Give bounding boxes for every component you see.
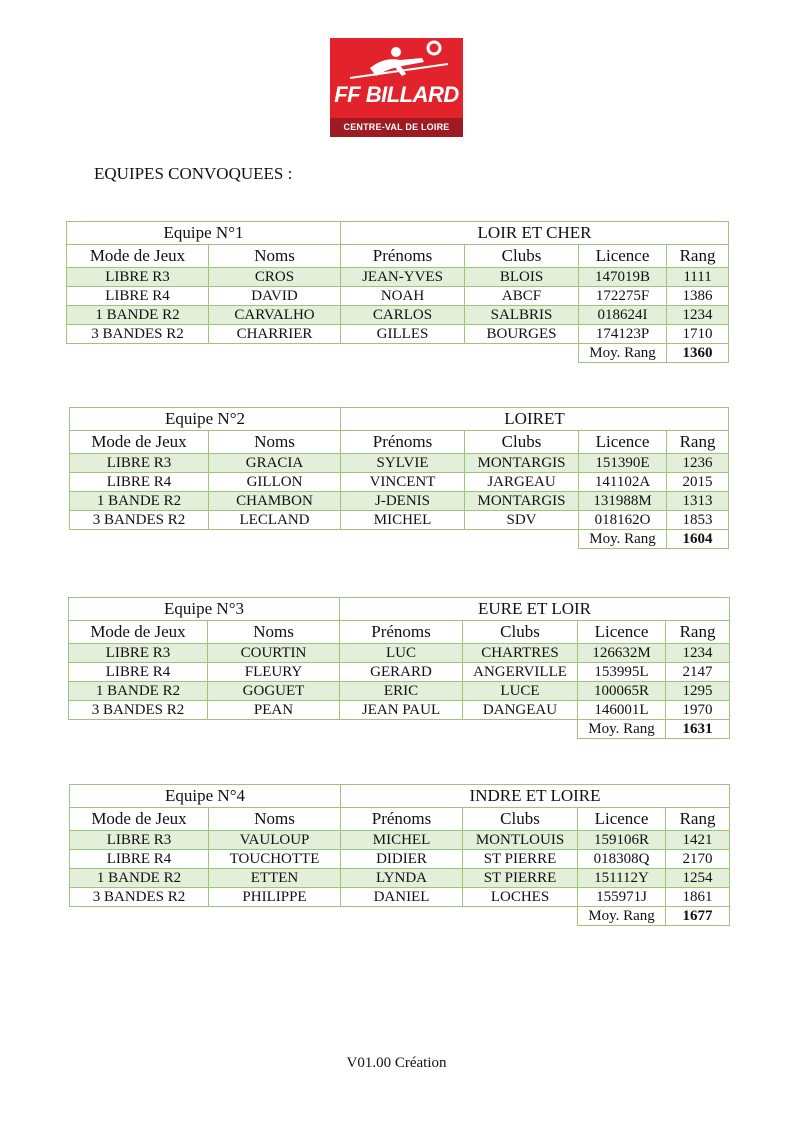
table-cell: ST PIERRE — [463, 869, 578, 888]
billiard-player-icon — [330, 38, 463, 88]
version-footer: V01.00 Création — [346, 1055, 447, 1071]
table-cell: 1111 — [667, 268, 729, 287]
table-cell: SALBRIS — [465, 306, 579, 325]
table-cell: LIBRE R4 — [70, 473, 209, 492]
team-region: LOIRET — [341, 408, 729, 431]
team-table — [66, 221, 729, 363]
table-cell: DAVID — [209, 287, 341, 306]
table-cell: LIBRE R4 — [67, 287, 209, 306]
spacer-cell — [70, 907, 578, 926]
table-cell: 1 BANDE R2 — [69, 682, 208, 701]
table-cell: LOCHES — [463, 888, 578, 907]
column-header: Mode de Jeux — [69, 621, 208, 644]
table-cell: 151112Y — [578, 869, 666, 888]
average-rank-value: 1604 — [667, 530, 729, 549]
table-cell: 1861 — [666, 888, 730, 907]
table-row — [69, 682, 730, 701]
table-cell: CHARTRES — [463, 644, 578, 663]
logo-name: FF BILLARD — [334, 82, 459, 107]
table-cell: LECLAND — [209, 511, 341, 530]
table-cell: 1 BANDE R2 — [70, 869, 209, 888]
table-cell: LYNDA — [341, 869, 463, 888]
column-header: Clubs — [465, 431, 579, 454]
table-cell: CHARRIER — [209, 325, 341, 344]
column-header: Mode de Jeux — [67, 245, 209, 268]
table-row — [69, 663, 730, 682]
column-header: Licence — [579, 245, 667, 268]
logo-region: CENTRE-VAL DE LOIRE — [330, 118, 463, 137]
table-cell: 1236 — [667, 454, 729, 473]
page-heading: EQUIPES CONVOQUEES : — [94, 164, 293, 183]
table-cell: DIDIER — [341, 850, 463, 869]
table-cell: MONTARGIS — [465, 454, 579, 473]
team-table-2 — [69, 407, 729, 549]
table-cell: 131988M — [579, 492, 667, 511]
team-region: INDRE ET LOIRE — [341, 785, 730, 808]
table-cell: 159106R — [578, 831, 666, 850]
average-rank-label: Moy. Rang — [578, 720, 666, 739]
table-cell: 1234 — [667, 306, 729, 325]
table-cell: 141102A — [579, 473, 667, 492]
table-cell: 1295 — [666, 682, 730, 701]
team-table-1 — [66, 221, 729, 363]
table-cell: BLOIS — [465, 268, 579, 287]
team-region: EURE ET LOIR — [340, 598, 730, 621]
column-header: Prénoms — [340, 621, 463, 644]
average-rank-label: Moy. Rang — [578, 907, 666, 926]
column-header: Prénoms — [341, 808, 463, 831]
table-cell: 2147 — [666, 663, 730, 682]
table-cell: 100065R — [578, 682, 666, 701]
average-rank-label: Moy. Rang — [579, 344, 667, 363]
table-row — [70, 454, 729, 473]
table-cell: VINCENT — [341, 473, 465, 492]
column-header: Licence — [578, 621, 666, 644]
column-header: Noms — [209, 808, 341, 831]
column-header: Rang — [667, 245, 729, 268]
table-row — [67, 306, 729, 325]
column-header: Licence — [579, 431, 667, 454]
column-header: Clubs — [463, 621, 578, 644]
column-header: Mode de Jeux — [70, 808, 209, 831]
team-table-4 — [69, 784, 730, 926]
table-cell: 1 BANDE R2 — [70, 492, 209, 511]
table-cell: ETTEN — [209, 869, 341, 888]
table-cell: JEAN-YVES — [341, 268, 465, 287]
table-cell: SDV — [465, 511, 579, 530]
column-header: Licence — [578, 808, 666, 831]
table-cell: LIBRE R4 — [70, 850, 209, 869]
table-cell: GERARD — [340, 663, 463, 682]
column-header: Rang — [666, 808, 730, 831]
table-cell: GILLES — [341, 325, 465, 344]
spacer-cell — [67, 344, 579, 363]
table-cell: GOGUET — [208, 682, 340, 701]
table-row — [70, 511, 729, 530]
column-header: Noms — [209, 431, 341, 454]
table-cell: TOUCHOTTE — [209, 850, 341, 869]
table-cell: SYLVIE — [341, 454, 465, 473]
spacer-cell — [69, 720, 578, 739]
table-row — [67, 268, 729, 287]
column-header: Clubs — [463, 808, 578, 831]
table-cell: 174123P — [579, 325, 667, 344]
table-cell: 153995L — [578, 663, 666, 682]
table-cell: GILLON — [209, 473, 341, 492]
table-cell: LIBRE R3 — [70, 454, 209, 473]
table-cell: VAULOUP — [209, 831, 341, 850]
average-rank-value: 1631 — [666, 720, 730, 739]
table-cell: CARLOS — [341, 306, 465, 325]
table-cell: LUC — [340, 644, 463, 663]
table-cell: 126632M — [578, 644, 666, 663]
column-header: Prénoms — [341, 431, 465, 454]
table-row — [70, 492, 729, 511]
table-row — [70, 473, 729, 492]
table-cell: MONTLOUIS — [463, 831, 578, 850]
table-cell: 3 BANDES R2 — [69, 701, 208, 720]
table-cell: CARVALHO — [209, 306, 341, 325]
table-cell: 1313 — [667, 492, 729, 511]
table-cell: ANGERVILLE — [463, 663, 578, 682]
team-label: Equipe N°2 — [70, 408, 341, 431]
table-cell: 172275F — [579, 287, 667, 306]
table-cell: 2015 — [667, 473, 729, 492]
team-table — [69, 407, 729, 549]
table-cell: COURTIN — [208, 644, 340, 663]
table-cell: 018162O — [579, 511, 667, 530]
table-cell: BOURGES — [465, 325, 579, 344]
table-cell: LUCE — [463, 682, 578, 701]
table-cell: 1386 — [667, 287, 729, 306]
table-row — [67, 287, 729, 306]
table-cell: 1970 — [666, 701, 730, 720]
table-cell: J-DENIS — [341, 492, 465, 511]
table-cell: MONTARGIS — [465, 492, 579, 511]
table-cell: 1254 — [666, 869, 730, 888]
table-cell: DANIEL — [341, 888, 463, 907]
table-cell: 018624I — [579, 306, 667, 325]
column-header: Rang — [667, 431, 729, 454]
table-row — [67, 325, 729, 344]
table-cell: 018308Q — [578, 850, 666, 869]
table-cell: MICHEL — [341, 831, 463, 850]
table-cell: LIBRE R3 — [69, 644, 208, 663]
table-cell: 147019B — [579, 268, 667, 287]
table-cell: 3 BANDES R2 — [70, 888, 209, 907]
table-cell: PHILIPPE — [209, 888, 341, 907]
column-header: Noms — [208, 621, 340, 644]
average-rank-value: 1677 — [666, 907, 730, 926]
table-cell: JARGEAU — [465, 473, 579, 492]
logo-red-panel — [330, 38, 463, 118]
team-table — [68, 597, 730, 739]
spacer-cell — [70, 530, 579, 549]
table-cell: 155971J — [578, 888, 666, 907]
table-cell: 3 BANDES R2 — [67, 325, 209, 344]
table-cell: FLEURY — [208, 663, 340, 682]
column-header: Noms — [209, 245, 341, 268]
table-cell: CROS — [209, 268, 341, 287]
column-header: Clubs — [465, 245, 579, 268]
table-cell: LIBRE R3 — [70, 831, 209, 850]
table-cell: MICHEL — [341, 511, 465, 530]
table-row — [70, 888, 730, 907]
table-row — [70, 850, 730, 869]
table-row — [70, 869, 730, 888]
table-cell: 151390E — [579, 454, 667, 473]
table-cell: ST PIERRE — [463, 850, 578, 869]
table-row — [69, 644, 730, 663]
column-header: Prénoms — [341, 245, 465, 268]
team-table — [69, 784, 730, 926]
table-cell: 1421 — [666, 831, 730, 850]
table-row — [70, 831, 730, 850]
ff-billard-logo — [330, 38, 463, 137]
table-cell: 1 BANDE R2 — [67, 306, 209, 325]
table-cell: 2170 — [666, 850, 730, 869]
table-cell: 146001L — [578, 701, 666, 720]
table-cell: NOAH — [341, 287, 465, 306]
average-rank-value: 1360 — [667, 344, 729, 363]
team-label: Equipe N°3 — [69, 598, 340, 621]
table-cell: LIBRE R3 — [67, 268, 209, 287]
table-cell: 1234 — [666, 644, 730, 663]
table-cell: GRACIA — [209, 454, 341, 473]
average-rank-label: Moy. Rang — [579, 530, 667, 549]
table-cell: ERIC — [340, 682, 463, 701]
table-cell: DANGEAU — [463, 701, 578, 720]
column-header: Rang — [666, 621, 730, 644]
table-cell: 3 BANDES R2 — [70, 511, 209, 530]
table-cell: LIBRE R4 — [69, 663, 208, 682]
table-cell: JEAN PAUL — [340, 701, 463, 720]
table-cell: 1853 — [667, 511, 729, 530]
table-cell: CHAMBON — [209, 492, 341, 511]
team-label: Equipe N°1 — [67, 222, 341, 245]
table-cell: 1710 — [667, 325, 729, 344]
team-region: LOIR ET CHER — [341, 222, 729, 245]
table-cell: ABCF — [465, 287, 579, 306]
team-table-3 — [68, 597, 730, 739]
team-label: Equipe N°4 — [70, 785, 341, 808]
table-row — [69, 701, 730, 720]
table-cell: PEAN — [208, 701, 340, 720]
column-header: Mode de Jeux — [70, 431, 209, 454]
